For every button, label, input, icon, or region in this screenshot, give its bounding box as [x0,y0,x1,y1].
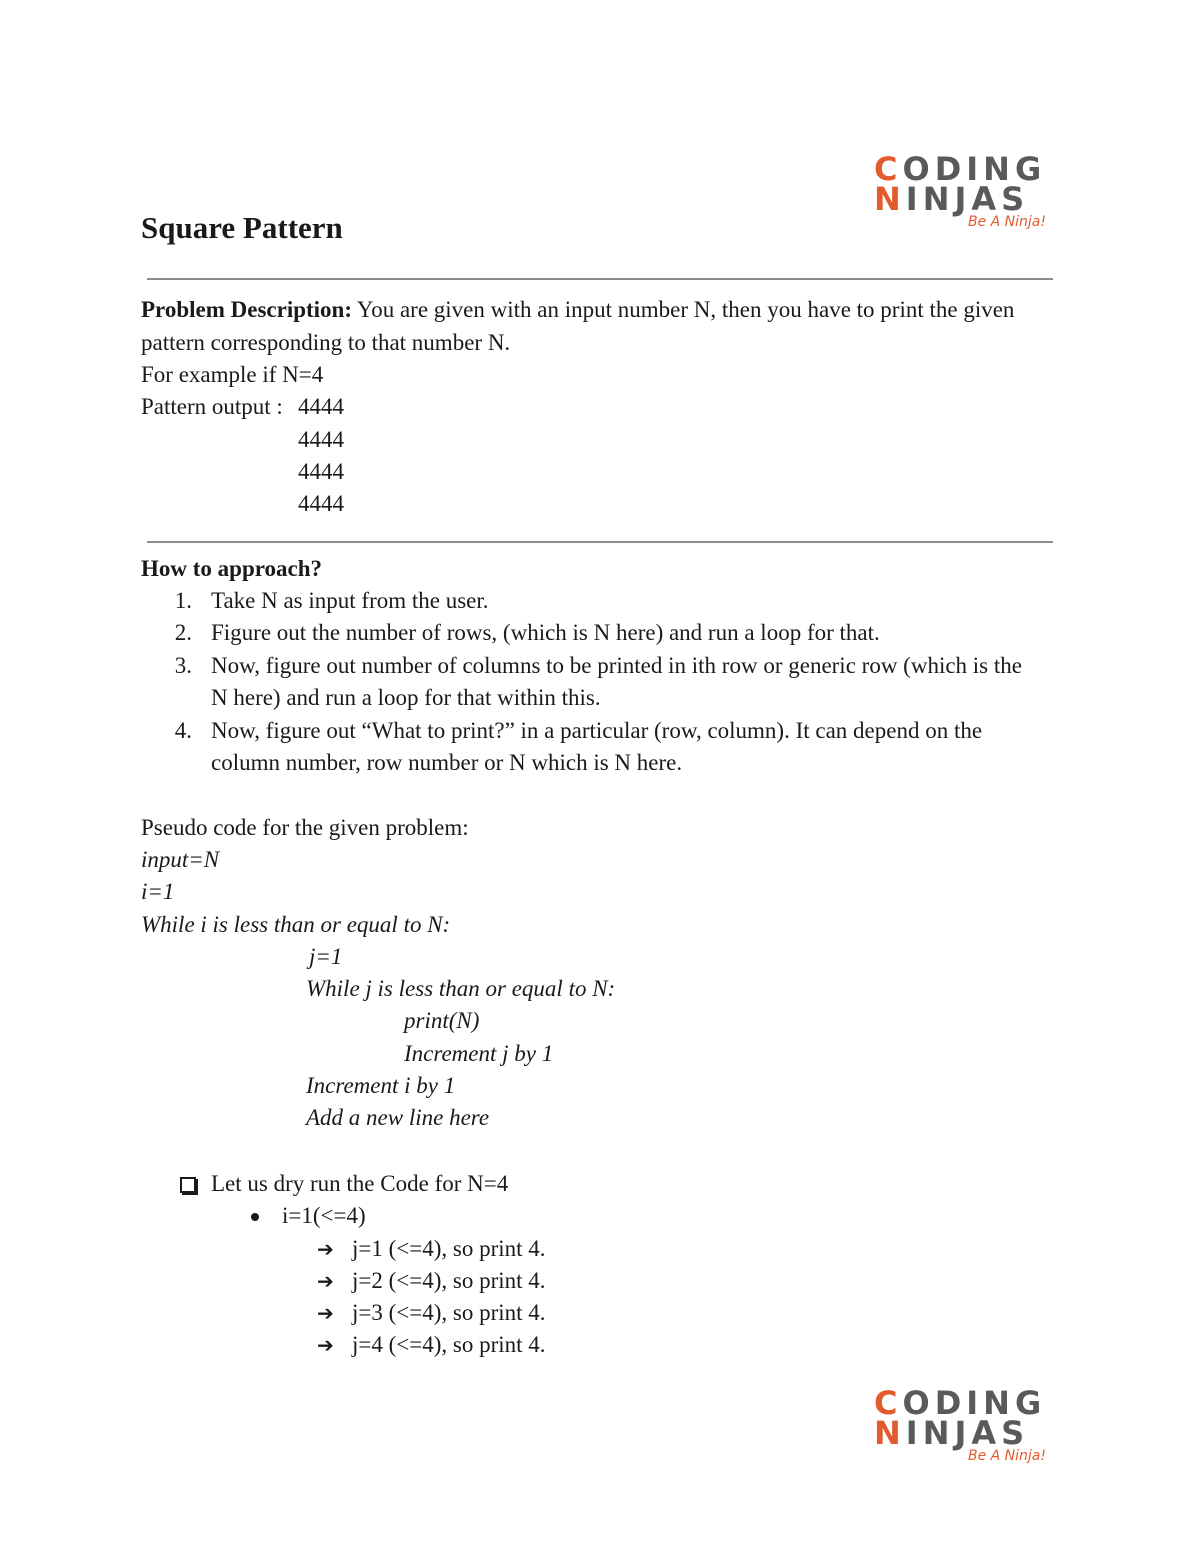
coding-ninjas-logo-bottom: CODING NINJAS Be A Ninja! [874,1384,1047,1464]
step-number: 4. [174,718,192,743]
pseudo-line: While i is less than or equal to N: [141,912,451,937]
arrow-right-icon: ➔ [317,1269,334,1293]
step-text: Figure out the number of rows, (which is N here) and run a loop for that. [211,620,880,645]
dryrun-heading: Let us dry run the Code for N=4 [211,1171,509,1196]
dryrun-inner: j=3 (<=4), so print 4. [352,1300,546,1325]
page-title: Square Pattern [141,210,343,245]
problem-label: Problem Description: [141,297,353,322]
coding-ninjas-logo-top: CODING NINJAS Be A Ninja! [874,150,1047,230]
pseudo-line: Add a new line here [306,1105,490,1130]
arrow-right-icon: ➔ [317,1333,334,1357]
pattern-output-row: 4444 [298,459,344,484]
divider-middle [147,541,1053,543]
problem-description-line1: Problem Description: You are given with an input number N, then you have to print the given [141,297,1015,322]
step-text: Now, figure out “What to print?” in a particular (row, column). It can depend on the [211,718,983,743]
pseudo-line: Increment i by 1 [306,1073,456,1098]
dryrun-inner: j=4 (<=4), so print 4. [352,1332,546,1357]
pattern-output-row: 4444 [298,427,344,452]
logo-tagline: Be A Ninja! [967,1448,1046,1464]
step-number: 2. [174,620,192,645]
example-text: For example if N=4 [141,362,324,387]
pseudo-line: i=1 [141,879,175,904]
step-text: Now, figure out number of columns to be printed in ith row or generic row (which is the [211,653,1022,678]
dryrun-outer: i=1(<=4) [282,1203,366,1228]
pattern-output-label: Pattern output : [141,394,283,419]
logo-tagline: Be A Ninja! [967,214,1046,230]
step-number: 1. [174,588,192,613]
problem-description-line2: pattern corresponding to that number N. [141,330,511,355]
step-number: 3. [174,653,192,678]
arrow-right-icon: ➔ [317,1301,334,1325]
dryrun-inner: j=2 (<=4), so print 4. [352,1268,546,1293]
pseudo-intro: Pseudo code for the given problem: [141,815,469,840]
pseudo-line: print(N) [404,1008,480,1033]
pseudo-line: input=N [141,847,220,872]
pseudo-line: Increment j by 1 [404,1041,554,1066]
pseudo-line: While j is less than or equal to N: [306,976,616,1001]
dryrun-inner: j=1 (<=4), so print 4. [352,1236,546,1261]
step-text: column number, row number or N which is N here. [211,750,683,775]
pattern-output-row: 4444 [298,394,344,419]
step-text: Take N as input from the user. [211,588,489,613]
pattern-output-row: 4444 [298,491,344,516]
arrow-right-icon: ➔ [317,1237,334,1261]
step-text: N here) and run a loop for that within this. [211,685,601,710]
pseudo-line: j=1 [309,944,343,969]
divider-top [147,278,1053,280]
approach-heading: How to approach? [141,556,323,581]
bullet-icon [251,1213,259,1221]
checkbox-icon [180,1177,196,1193]
